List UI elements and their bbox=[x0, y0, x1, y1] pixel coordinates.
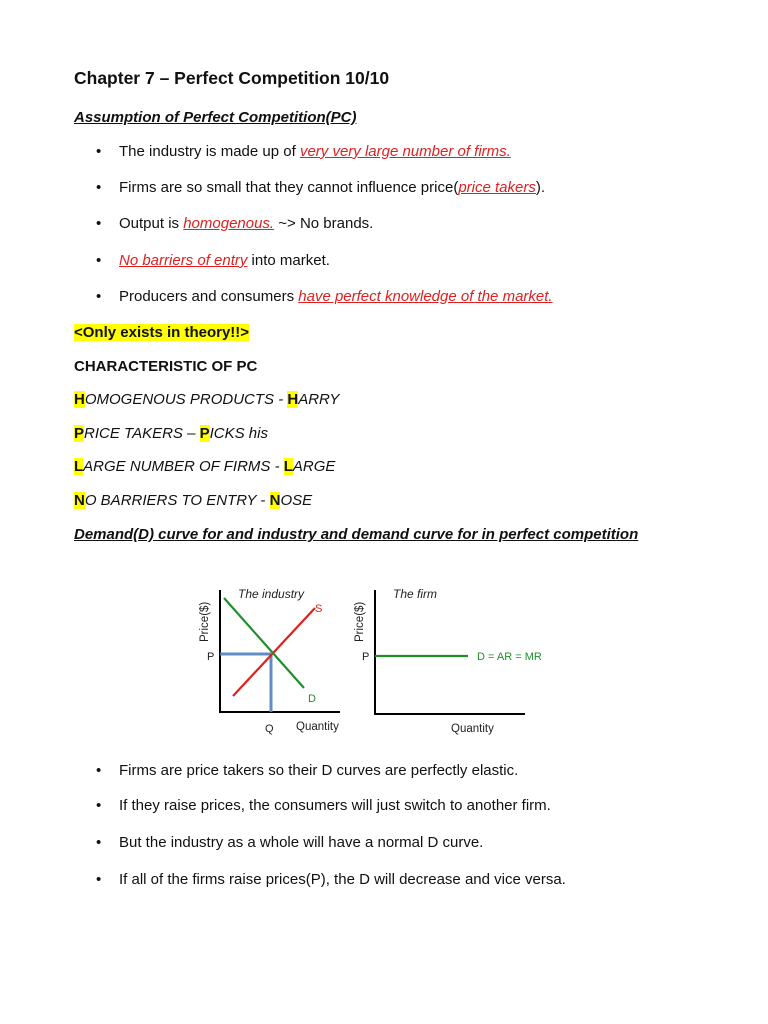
list-item: Firms are so small that they cannot influence price(price takers). bbox=[119, 179, 546, 196]
list-item: The industry is made up of very very large number of firms. bbox=[119, 143, 511, 160]
firm-xlabel: Quantity bbox=[451, 723, 494, 735]
industry-title: The industry bbox=[238, 587, 305, 601]
firm-title: The firm bbox=[393, 587, 438, 601]
mnemonic-line: NO BARRIERS TO ENTRY - NOSE bbox=[74, 492, 313, 509]
demand-curve bbox=[224, 598, 304, 688]
list-item: If they raise prices, the consumers will just switch to another firm. bbox=[119, 797, 551, 814]
bullet: • bbox=[96, 179, 102, 196]
list-item: If all of the firms raise prices(P), the D will decrease and vice versa. bbox=[119, 871, 566, 888]
list-item: No barriers of entry into market. bbox=[119, 252, 330, 269]
page-title: Chapter 7 – Perfect Competition 10/10 bbox=[74, 68, 390, 88]
list-item: Output is homogenous. ~> No brands. bbox=[119, 215, 374, 232]
characteristic-heading: CHARACTERISTIC OF PC bbox=[74, 358, 258, 375]
firm-p-label: P bbox=[362, 651, 370, 663]
bullet: • bbox=[96, 834, 102, 851]
bullet: • bbox=[96, 871, 102, 888]
industry-panel bbox=[199, 587, 340, 735]
bullet: • bbox=[96, 797, 102, 814]
demand-label: D bbox=[308, 693, 316, 705]
bullet: • bbox=[96, 143, 102, 160]
demand-diagram bbox=[190, 578, 570, 746]
industry-p-label: P bbox=[207, 651, 215, 663]
q-label: Q bbox=[265, 723, 274, 735]
industry-ylabel: Price($) bbox=[199, 601, 211, 642]
list-item: Producers and consumers have perfect knowledge of the market. bbox=[119, 288, 553, 305]
demand-heading: Demand(D) curve for and industry and demand curve for in perfect competition bbox=[74, 526, 639, 543]
assumption-heading: Assumption of Perfect Competition(PC) bbox=[74, 109, 357, 126]
bullet: • bbox=[96, 215, 102, 232]
list-item: But the industry as a whole will have a normal D curve. bbox=[119, 834, 484, 851]
bullet: • bbox=[96, 288, 102, 305]
list-item: Firms are price takers so their D curves are perfectly elastic. bbox=[119, 762, 519, 779]
firm-demand-label: D = AR = MR bbox=[477, 651, 542, 663]
firm-panel bbox=[354, 587, 542, 735]
bullet: • bbox=[96, 252, 102, 269]
mnemonic-line: LARGE NUMBER OF FIRMS - LARGE bbox=[74, 458, 336, 475]
supply-label: S bbox=[315, 603, 323, 615]
firm-ylabel: Price($) bbox=[354, 601, 366, 642]
industry-xlabel: Quantity bbox=[296, 721, 339, 733]
bullet: • bbox=[96, 762, 102, 779]
mnemonic-line: HOMOGENOUS PRODUCTS - HARRY bbox=[74, 391, 340, 408]
mnemonic-line: PRICE TAKERS – PICKS his bbox=[74, 425, 268, 442]
theory-note: <Only exists in theory!!> bbox=[74, 324, 250, 341]
